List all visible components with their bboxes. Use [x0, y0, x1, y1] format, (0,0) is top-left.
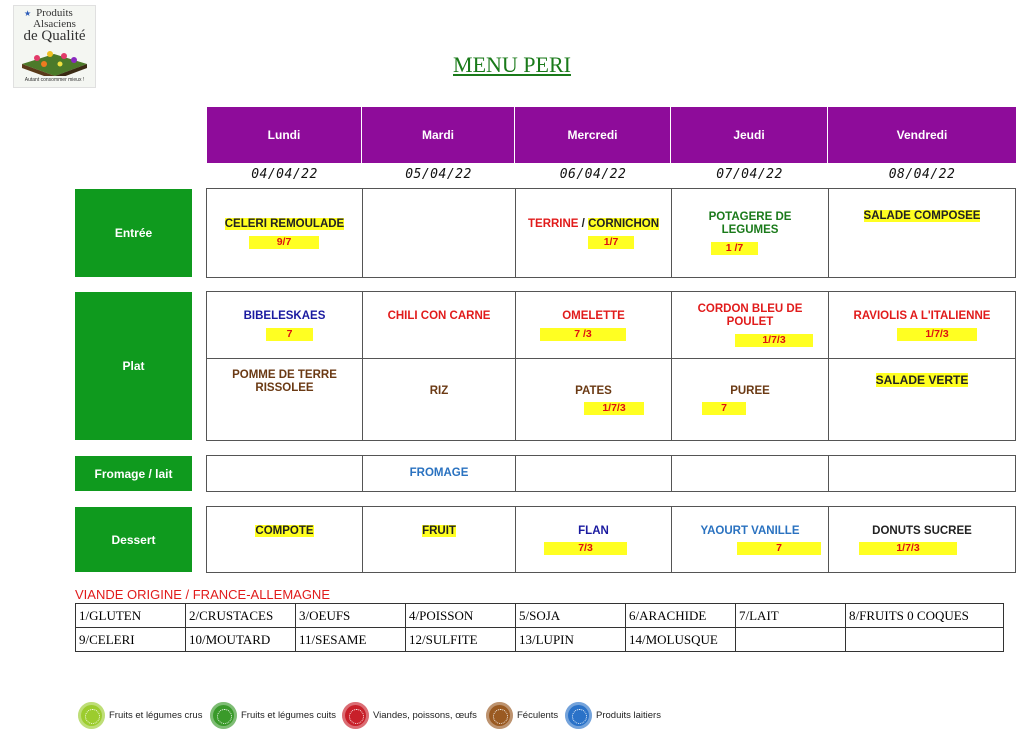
allergen-cell: 11/SESAME — [296, 628, 406, 652]
plat-main-dish-jeudi: CORDON BLEU DE POULET — [697, 303, 803, 328]
dessert-cell-mercredi — [516, 507, 672, 572]
plat-side-cell-lundi — [207, 358, 363, 440]
legend-item-protein — [342, 700, 477, 730]
entree-cell-mercredi — [516, 189, 672, 277]
allergen-cell: 1/GLUTEN — [76, 604, 186, 628]
plat-main-dish-mardi: CHILI CON CARNE — [387, 310, 491, 322]
entree-cell-lundi — [207, 189, 363, 277]
entree-allergens-lundi: 9/7 — [249, 236, 319, 249]
plat-side-allergens-jeudi: 7 — [702, 402, 746, 415]
plat-main-dish-mercredi: OMELETTE — [562, 310, 625, 322]
allergen-cell: 4/POISSON — [406, 604, 516, 628]
entree-cell-mardi — [363, 189, 516, 277]
category-fromage: Fromage / lait — [75, 456, 192, 491]
category-dessert: Dessert — [75, 507, 192, 572]
day-header-row — [207, 107, 1016, 163]
allergen-cell: 9/CELERI — [76, 628, 186, 652]
fromage-cell-vendredi — [829, 456, 1015, 491]
day-header-mardi: Mardi — [362, 107, 515, 163]
date-jeudi: 07/04/22 — [716, 167, 783, 182]
plat-side-dish-lundi: POMME DE TERRE RISSOLEE — [232, 369, 337, 394]
entree-dish-mercredi-a: TERRINE — [528, 218, 579, 230]
starch-icon — [486, 702, 513, 729]
allergen-cell — [846, 628, 1004, 652]
legend-label: Viandes, poissons, œufs — [373, 709, 477, 721]
plat-main-cell-mardi — [363, 292, 516, 358]
plat-main-cell-lundi — [207, 292, 363, 358]
plat-main-allergens-vendredi: 1/7/3 — [897, 328, 977, 341]
plat-side-dish-vendredi: SALADE VERTE — [875, 373, 969, 387]
cooked-produce-icon — [210, 702, 237, 729]
allergen-table-row — [76, 628, 1004, 652]
dessert-cell-vendredi — [829, 507, 1015, 572]
plat-main-cell-vendredi — [829, 292, 1015, 358]
logo-line2: Alsaciens — [33, 18, 76, 30]
allergen-cell: 2/CRUSTACES — [186, 604, 296, 628]
legend-label: Fruits et légumes crus — [109, 709, 203, 721]
dessert-dish-mardi: FRUIT — [422, 525, 456, 537]
plat-side-cell-mardi — [363, 358, 516, 440]
allergen-table — [75, 603, 1004, 652]
plat-main-allergens-jeudi: 1/7/3 — [735, 334, 813, 347]
entree-dish-jeudi: POTAGERE DE LEGUMES — [708, 211, 792, 236]
fromage-cell-mardi — [363, 456, 516, 491]
allergen-cell: 13/LUPIN — [516, 628, 626, 652]
fromage-row — [206, 455, 1016, 492]
entree-cell-jeudi — [672, 189, 829, 277]
logo-tagline: Autant consommer mieux ! — [24, 77, 85, 83]
date-mercredi: 06/04/22 — [559, 167, 627, 182]
allergen-cell — [736, 628, 846, 652]
legend-label: Féculents — [517, 709, 559, 721]
date-vendredi: 08/04/22 — [888, 167, 956, 182]
dessert-dish-mercredi: FLAN — [578, 525, 609, 537]
date-lundi: 04/04/22 — [251, 167, 318, 182]
logo-line1: Produits — [36, 7, 73, 19]
plat-main-cell-mercredi — [516, 292, 672, 358]
dessert-cell-lundi — [207, 507, 363, 572]
meat-origin-note: VIANDE ORIGINE / FRANCE-ALLEMAGNE — [75, 587, 330, 602]
plat-main-allergens-lundi: 7 — [266, 328, 313, 341]
dessert-dish-vendredi: DONUTS SUCREE — [872, 525, 972, 537]
allergen-cell: 10/MOUTARD — [186, 628, 296, 652]
plat-side-cell-mercredi — [516, 358, 672, 440]
dessert-allergens-jeudi: 7 — [737, 542, 821, 555]
fromage-cell-mercredi — [516, 456, 672, 491]
plat-main-allergens-mercredi: 7 /3 — [540, 328, 626, 341]
plat-side-cell-vendredi — [829, 358, 1015, 440]
fromage-dish-mardi: FROMAGE — [409, 467, 469, 479]
allergen-cell: 3/OEUFS — [296, 604, 406, 628]
category-entree: Entrée — [75, 189, 192, 277]
entree-sep-mercredi: / — [578, 218, 589, 230]
allergen-cell: 14/MOLUSQUE — [626, 628, 736, 652]
legend-label: Produits laitiers — [596, 709, 661, 721]
allergen-table-row — [76, 604, 1004, 628]
entree-cell-vendredi — [829, 189, 1015, 277]
raw-produce-icon — [78, 702, 105, 729]
plat-side-dish-mardi: RIZ — [429, 385, 449, 397]
plat-side-dish-jeudi: PUREE — [730, 385, 770, 397]
legend-item-starch — [486, 700, 558, 730]
category-plat: Plat — [75, 292, 192, 440]
entree-allergens-jeudi: 1 /7 — [711, 242, 758, 255]
day-header-mercredi: Mercredi — [515, 107, 671, 163]
day-header-lundi: Lundi — [207, 107, 362, 163]
entree-allergens-mercredi: 1/7 — [588, 236, 634, 249]
allergen-cell: 6/ARACHIDE — [626, 604, 736, 628]
plat-side-allergens-mercredi: 1/7/3 — [584, 402, 644, 415]
dessert-cell-mardi — [363, 507, 516, 572]
date-mardi: 05/04/22 — [405, 167, 472, 182]
entree-row — [206, 188, 1016, 278]
legend-item-raw — [78, 700, 202, 730]
plat-side-cell-jeudi — [672, 358, 829, 440]
fromage-cell-jeudi — [672, 456, 829, 491]
plat-main-dish-lundi: BIBELESKAES — [243, 310, 326, 322]
dessert-allergens-vendredi: 1/7/3 — [859, 542, 957, 555]
page-title: MENU PERI — [453, 52, 571, 77]
logo-line3: de Qualité — [23, 28, 86, 44]
allergen-cell: 5/SOJA — [516, 604, 626, 628]
dessert-row — [206, 506, 1016, 573]
legend-item-cooked — [210, 700, 336, 730]
day-header-jeudi: Jeudi — [671, 107, 828, 163]
legend-label: Fruits et légumes cuits — [241, 709, 337, 721]
fromage-cell-lundi — [207, 456, 363, 491]
dessert-allergens-mercredi: 7/3 — [544, 542, 627, 555]
allergen-cell: 12/SULFITE — [406, 628, 516, 652]
entree-dish-vendredi: SALADE COMPOSEE — [863, 210, 981, 222]
plat-side-dish-mercredi: PATES — [575, 385, 612, 397]
dessert-cell-jeudi — [672, 507, 829, 572]
plat-main-dish-vendredi: RAVIOLIS A L'ITALIENNE — [853, 310, 991, 322]
allergen-cell: 7/LAIT — [736, 604, 846, 628]
dessert-dish-lundi: COMPOTE — [255, 525, 314, 537]
legend-item-dairy — [565, 700, 661, 730]
star-icon: ★ — [24, 9, 32, 18]
allergen-cell: 8/FRUITS 0 COQUES — [846, 604, 1004, 628]
plat-row — [206, 291, 1016, 441]
entree-dish-lundi: CELERI REMOULADE — [224, 218, 345, 230]
entree-dish-mercredi-b: CORNICHON — [588, 218, 659, 230]
dessert-dish-jeudi: YAOURT VANILLE — [700, 525, 800, 537]
day-header-vendredi: Vendredi — [828, 107, 1016, 163]
protein-icon — [342, 702, 369, 729]
dairy-icon — [565, 702, 592, 729]
plat-main-cell-jeudi — [672, 292, 829, 358]
